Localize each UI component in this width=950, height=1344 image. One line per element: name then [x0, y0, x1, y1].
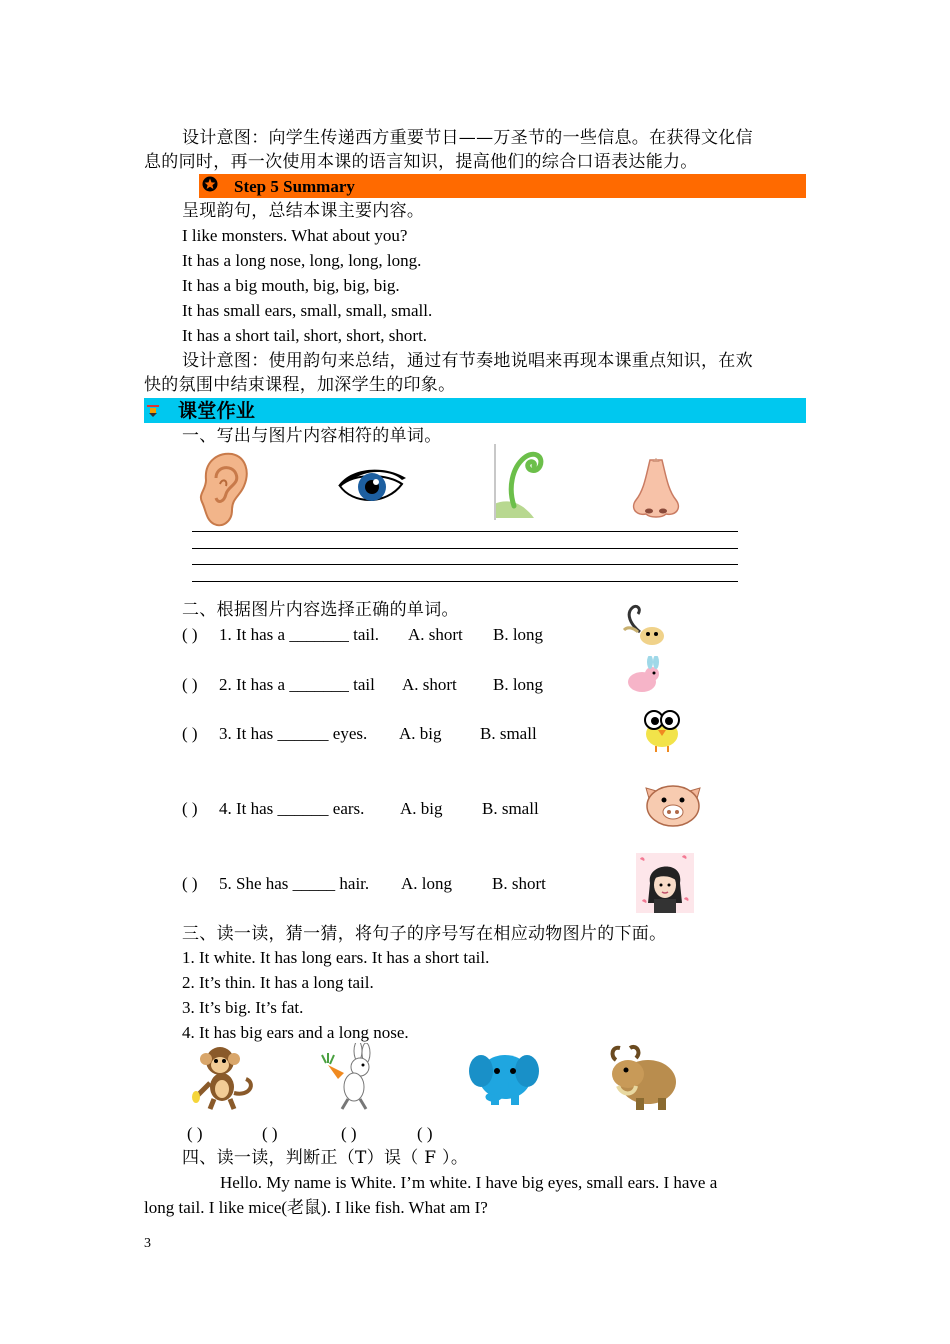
rabbit-picture: [622, 656, 664, 701]
part3-instruction: 三、读一读，猜一猜，将句子的序号写在相应动物图片的下面。: [182, 924, 667, 944]
ox-picture: [606, 1040, 680, 1117]
animal-picture: [620, 604, 666, 653]
answer-line: [192, 548, 738, 549]
rhyme-line: I like monsters. What about you?: [182, 226, 408, 245]
rhyme-line: It has a big mouth, big, big, big.: [182, 276, 400, 295]
rhyme-line: It has a short tail, short, short, short.: [182, 326, 428, 345]
answer-paren[interactable]: ( ): [182, 724, 198, 743]
page-number: 3: [144, 1236, 151, 1251]
option-b: B. long: [493, 675, 544, 694]
option-a: A. long: [401, 874, 452, 893]
rhyme-line: It has small ears, small, small, small.: [182, 301, 433, 320]
rhyme-line: It has a long nose, long, long, long.: [182, 251, 422, 270]
answer-line: [192, 564, 738, 565]
question-text: 4. It has ______ ears.: [219, 799, 365, 818]
design-intent-line2: 息的同时，再一次使用本课的语言知识，提高他们的综合口语表达能力。: [144, 152, 698, 172]
homework-title: 课堂作业: [178, 400, 256, 422]
guess-sentence: 1. It white. It has long ears. It has a short tail.: [182, 948, 490, 967]
option-b: B. long: [493, 625, 544, 644]
option-b: B. short: [492, 874, 546, 893]
rabbit-carrot-picture: [320, 1043, 384, 1116]
guess-sentence: 3. It’s big. It’s fat.: [182, 998, 304, 1017]
step5-title: Step 5 Summary: [234, 177, 355, 196]
answer-paren[interactable]: ( ): [182, 874, 198, 893]
pig-picture: [636, 778, 710, 835]
girl-picture: [636, 853, 694, 918]
eye-picture: [336, 464, 408, 513]
answer-line: [192, 531, 738, 532]
ear-picture: [196, 450, 250, 533]
question-text: 3. It has ______ eyes.: [219, 724, 368, 743]
guess-sentence: 2. It’s thin. It has a long tail.: [182, 973, 374, 992]
part4-instruction: 四、读一读，判断正（T）误（ F ）。: [182, 1148, 469, 1168]
reading-text-line1: Hello. My name is White. I’m white. I have big eyes, small ears. I have a: [220, 1173, 718, 1192]
option-a: A. big: [400, 799, 443, 818]
chick-picture: [640, 706, 684, 757]
option-a: A. short: [408, 625, 463, 644]
option-b: B. small: [482, 799, 539, 818]
option-b: B. small: [480, 724, 537, 743]
part1-instruction: 一、写出与图片内容相符的单词。: [182, 426, 442, 446]
answer-paren[interactable]: ( ): [182, 675, 198, 694]
nose-picture: [628, 456, 684, 525]
elephant-picture: [465, 1043, 543, 1116]
star-icon: [202, 175, 218, 197]
guess-sentence: 4. It has big ears and a long nose.: [182, 1023, 409, 1042]
reading-text-line2: long tail. I like mice(老鼠). I like fish. What am I?: [144, 1198, 488, 1217]
question-text: 5. She has _____ hair.: [219, 874, 370, 893]
answer-paren[interactable]: ( ): [182, 799, 198, 818]
answer-paren[interactable]: ( ): [187, 1124, 203, 1143]
design-intent-2-line2: 快的氛围中结束课程，加深学生的印象。: [144, 375, 456, 395]
answer-paren[interactable]: ( ): [182, 625, 198, 644]
design-intent-line1: 设计意图：向学生传递西方重要节日——万圣节的一些信息。在获得文化信: [182, 128, 753, 148]
part2-instruction: 二、根据图片内容选择正确的单词。: [182, 600, 459, 620]
design-intent-2-line1: 设计意图：使用韵句来总结，通过有节奏地说唱来再现本课重点知识，在欢: [182, 351, 753, 371]
bullet-icon: [146, 401, 160, 425]
answer-paren[interactable]: ( ): [341, 1124, 357, 1143]
option-a: A. short: [402, 675, 457, 694]
answer-line: [192, 581, 738, 582]
answer-paren[interactable]: ( ): [417, 1124, 433, 1143]
monkey-picture: [190, 1043, 262, 1116]
question-text: 2. It has a _______ tail: [219, 675, 375, 694]
step5-desc: 呈现韵句，总结本课主要内容。: [182, 201, 425, 221]
tail-picture: [494, 444, 550, 525]
answer-paren[interactable]: ( ): [262, 1124, 278, 1143]
option-a: A. big: [399, 724, 442, 743]
question-text: 1. It has a _______ tail.: [219, 625, 380, 644]
